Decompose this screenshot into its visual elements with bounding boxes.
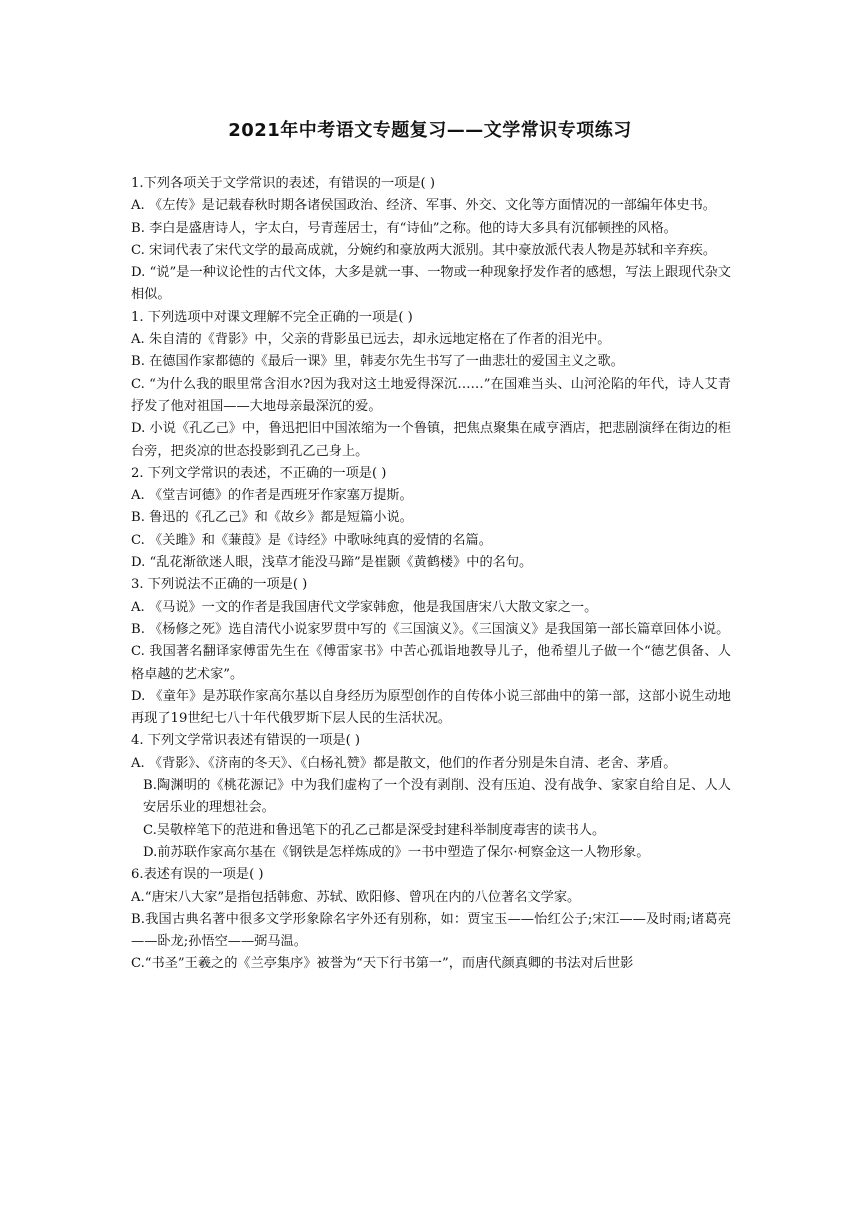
option-line: D. “乱花渐欲迷人眼，浅草才能没马蹄”是崔颢《黄鹤楼》中的名句。 (131, 555, 533, 571)
option-line: C. “为什么我的眼里常含泪水?因为我对这土地爱得深沉……”在国难当头、山河沦陷的年代，诗人艾青抒发了他对祖国——大地母亲最深沉的爱。 (131, 376, 731, 414)
question-line: 1.下列各项关于文学常识的表述，有错误的一项是( ) (131, 176, 435, 191)
option-line: B. 鲁迅的《孔乙己》和《故乡》都是短篇小说。 (131, 510, 413, 526)
option-line: A. 《堂吉诃德》的作者是西班牙作家塞万提斯。 (131, 488, 413, 504)
option-line: D.前苏联作家高尔基在《钢铁是怎样炼成的》一书中塑造了保尔·柯察金这一人物形象。 (143, 844, 650, 860)
option-line: A. 《马说》一文的作者是我国唐代文学家韩愈，他是我国唐宋八大散文家之一。 (131, 599, 598, 615)
page-title: 2021年中考语文专题复习——文学常识专项练习 (228, 120, 632, 141)
option-line: B. 在德国作家都德的《最后一课》里，韩麦尔先生书写了一曲悲壮的爱国主义之歌。 (131, 354, 624, 370)
option-line: B. 《杨修之死》选自清代小说家罗贯中写的《三国演义》。《三国演义》是我国第一部长篇章回体小说。 (131, 621, 730, 637)
question-line: 1. 下列选项中对课文理解不完全正确的一项是( ) (131, 309, 413, 325)
option-line: B.我国古典名著中很多文学形象除名字外还有别称，如：贾宝玉——怡红公子;宋江——及时雨;诸葛亮——卧龙;孙悟空——弼马温。 (131, 911, 731, 950)
option-line: C.吴敬梓笔下的范进和鲁迅笔下的孔乙己都是深受封建科举制度毒害的读书人。 (143, 822, 606, 838)
question-line: 2. 下列文学常识的表述，不正确的一项是( ) (131, 465, 387, 481)
question-line: 3. 下列说法不正确的一项是( ) (131, 577, 308, 593)
question-line: 4. 下列文学常识表述有错误的一项是( ) (131, 733, 361, 749)
option-line: B. 李白是盛唐诗人，字太白，号青莲居士，有“诗仙”之称。他的诗大多具有沉郁顿挫的风格。 (131, 220, 677, 236)
option-line: D. “说”是一种议论性的古代文体，大多是就一事、一物或一种现象抒发作者的感想，写法上跟现代杂文相似。 (131, 265, 731, 303)
option-line: D. 《童年》是苏联作家高尔基以自身经历为原型创作的自传体小说三部曲中的第一部，这部小说生动地再现了19世纪七八十年代俄罗斯下层人民的生活状况。 (131, 688, 731, 727)
option-line: C. 《关雎》和《蒹葭》是《诗经》中歌咏纯真的爱情的名篇。 (131, 532, 492, 548)
option-line: A. 《背影》、《济南的冬天》、《白杨礼赞》都是散文，他们的作者分别是朱自清、老舍、茅盾。 (131, 755, 677, 771)
option-line: A.“唐宋八大家”是指包括韩愈、苏轼、欧阳修、曾巩在内的八位著名文学家。 (131, 889, 581, 905)
option-line: A. 《左传》是记载春秋时期各诸侯国政治、经济、军事、外交、文化等方面情况的一部编年体史书。 (131, 198, 716, 214)
option-line: C. 我国著名翻译家傅雷先生在《傅雷家书》中苦心孤诣地教导儿子，他希望儿子做一个“德艺俱备、人格卓越的艺术家”。 (131, 644, 731, 682)
option-line: B.陶渊明的《桃花源记》中为我们虚构了一个没有剥削、没有压迫、没有战争、家家自给自足、人人安居乐业的理想社会。 (143, 778, 731, 816)
question-line: 6.表述有误的一项是( ) (131, 867, 264, 883)
option-line: C.“书圣”王羲之的《兰亭集序》被誉为“天下行书第一”，而唐代颜真卿的书法对后世影 (131, 956, 634, 972)
option-line: D. 小说《孔乙己》中，鲁迅把旧中国浓缩为一个鲁镇，把焦点聚集在咸亨酒店，把悲剧演绎在街边的柜台旁，把炎凉的世态投影到孔乙己身上。 (131, 421, 731, 459)
document-body (131, 173, 731, 976)
option-line: C. 宋词代表了宋代文学的最高成就，分婉约和豪放两大派别。其中豪放派代表人物是苏轼和辛弃疾。 (131, 242, 717, 258)
option-line: A. 朱自清的《背影》中，父亲的背影虽已远去，却永远地定格在了作者的泪光中。 (131, 332, 611, 348)
